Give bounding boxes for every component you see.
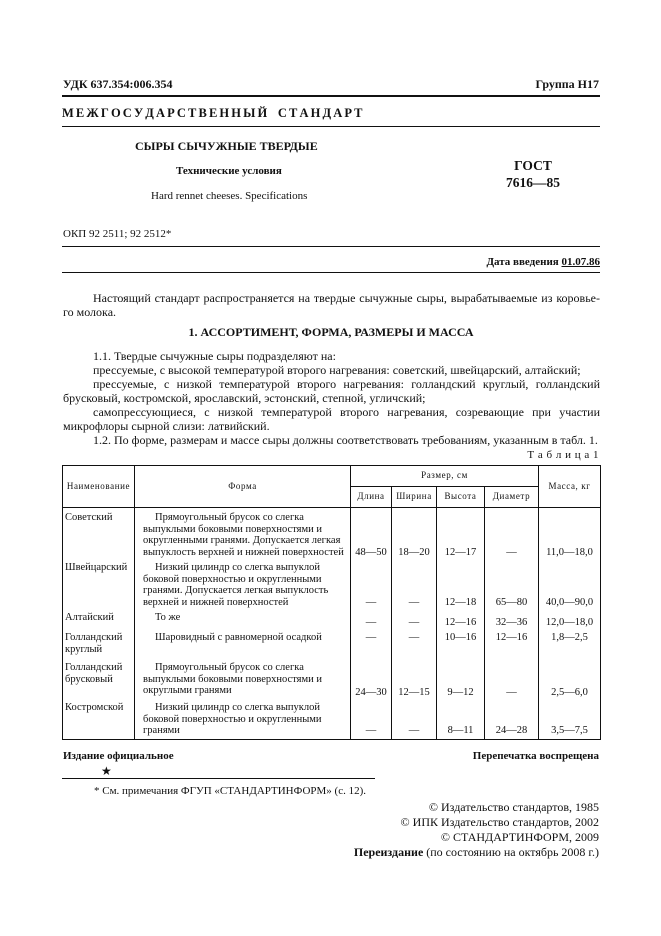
header-form: Форма [135, 466, 351, 508]
header-rule-top [62, 95, 600, 97]
cell-mass: 40,0—90,0 [539, 560, 601, 610]
cell-form: Шаровидный с равномерной осадкой [135, 630, 351, 660]
cell-diameter: 24—28 [485, 700, 539, 739]
cell-name: Швейцарский [63, 560, 135, 610]
cell-width: — [392, 630, 437, 660]
cell-name: Алтайский [63, 610, 135, 630]
cell-width: 18—20 [392, 508, 437, 561]
cell-mass: 3,5—7,5 [539, 700, 601, 739]
gost-label: ГОСТ [514, 158, 552, 173]
reissue-label: Переиздание [353, 845, 424, 859]
header-length: Длина [351, 487, 392, 508]
official-edition: Издание официальное [63, 750, 174, 762]
cell-height: 9—12 [437, 660, 485, 700]
okp-code: ОКП 92 2511; 92 2512* [63, 228, 172, 240]
document-title: СЫРЫ СЫЧУЖНЫЕ ТВЕРДЫЕ [135, 139, 318, 153]
intro-paragraph: Настоящий стандарт распространяется на твердые сычужные сыры, вырабатываемые из коровье-го молока. [63, 291, 600, 319]
header-size: Размер, см [351, 466, 539, 487]
reissue-date: (по состоянию на октябрь 2008 г.) [423, 845, 599, 859]
cell-form: Прямоугольный брусок со слегка выпуклыми боковыми поверхностями и округленными гранями. Допускается легкая выпуклость верхней и нижней поверхностей [135, 508, 351, 561]
cell-length: 24—30 [351, 660, 392, 700]
header-height: Высота [437, 487, 485, 508]
cell-length: 48—50 [351, 508, 392, 561]
header-rule-bottom [62, 126, 600, 127]
copyright-2: © ИПК Издательство стандартов, 2002 [400, 815, 599, 829]
cell-width: — [392, 560, 437, 610]
cell-height: 12—17 [437, 508, 485, 561]
intro-date-label: Дата введения [486, 256, 559, 268]
gost-number: 7616—85 [506, 175, 560, 190]
section-1-p5: 1.2. По форме, размерам и массе сыры должны соответствовать требованиям, указанным в табл. 1. [93, 433, 598, 447]
cell-diameter: — [485, 660, 539, 700]
section-1-p1: 1.1. Твердые сычужные сыры подразделяют на: [93, 349, 336, 363]
table-row [63, 660, 601, 700]
table-row [63, 610, 601, 630]
document-subtitle: Технические условия [176, 165, 282, 177]
reprint-notice: Перепечатка воспрещена [472, 750, 599, 762]
cell-length: — [351, 630, 392, 660]
english-title: Hard rennet cheeses. Specifications [151, 190, 308, 202]
header-name: Наименование [63, 466, 135, 508]
cell-name: Костромской [63, 700, 135, 739]
section-1-p2: прессуемые, с высокой температурой второго нагревания: советский, швейцарский, алтайский; [93, 363, 581, 377]
cell-name: Голландский брусковый [63, 660, 135, 700]
cell-height: 12—16 [437, 610, 485, 630]
cell-form: Прямоугольный брусок со слегка выпуклыми боковыми поверхностями и округлыми гранями [135, 660, 351, 700]
intro-date-value: 01.07.86 [561, 256, 600, 268]
cell-diameter: 65—80 [485, 560, 539, 610]
cheese-table [62, 465, 601, 740]
section-1-p3: прессуемые, с низкой температурой второго нагревания: голландский круглый, голландский брусковый, костромской, ярославский, эстонский, степной, угличский; [63, 377, 600, 405]
cell-diameter: 12—16 [485, 630, 539, 660]
table-row [63, 560, 601, 610]
section-1-title: 1. АССОРТИМЕНТ, ФОРМА, РАЗМЕРЫ И МАССА [188, 325, 474, 339]
cell-width: 12—15 [392, 660, 437, 700]
cell-mass: 2,5—6,0 [539, 660, 601, 700]
intro-date [486, 256, 600, 268]
footnote-rule [62, 778, 375, 779]
table-row [63, 700, 601, 739]
cell-form: Низкий цилиндр со слегка выпуклой боковой поверхностью и округленными гранями [135, 700, 351, 739]
cell-name: Советский [63, 508, 135, 561]
standard-banner: М Е Ж Г О С У Д А Р С Т В Е Н Н Ы Й С Т А Н Д А Р Т [62, 106, 363, 120]
cell-width: — [392, 610, 437, 630]
cell-length: — [351, 700, 392, 739]
copyright-1: © Издательство стандартов, 1985 [428, 800, 599, 814]
section-1-p4: самопрессующиеся, с низкой температурой второго нагревания, созревающие при участии микрофлоры сырной слизи: латвийский. [63, 405, 600, 433]
reissue-line [354, 845, 599, 860]
cell-height: 12—18 [437, 560, 485, 610]
cell-diameter: 32—36 [485, 610, 539, 630]
cell-mass: 11,0—18,0 [539, 508, 601, 561]
cell-height: 10—16 [437, 630, 485, 660]
copyright-3: © СТАНДАРТИНФОРМ, 2009 [440, 830, 599, 844]
table-row [63, 508, 601, 561]
cell-diameter: — [485, 508, 539, 561]
cell-length: — [351, 560, 392, 610]
table-row [63, 630, 601, 660]
okp-rule [62, 246, 600, 247]
cell-name: Голландский круглый [63, 630, 135, 660]
star-mark: ★ [101, 764, 112, 778]
intro-rule [62, 272, 600, 273]
header-mass: Масса, кг [539, 466, 601, 508]
header-width: Ширина [392, 487, 437, 508]
header-diameter: Диаметр [485, 487, 539, 508]
table-caption: Т а б л и ц а 1 [527, 449, 599, 461]
cell-mass: 12,0—18,0 [539, 610, 601, 630]
udk-code: УДК 637.354:006.354 [63, 77, 173, 91]
cell-height: 8—11 [437, 700, 485, 739]
cell-mass: 1,8—2,5 [539, 630, 601, 660]
group-code: Группа Н17 [535, 77, 599, 91]
cell-form: Низкий цилиндр со слегка выпуклой боковой поверхностью и округленными гранями. Допускается легкая выпуклость верхней и нижней поверхностей [135, 560, 351, 610]
footnote: * См. примечания ФГУП «СТАНДАРТИНФОРМ» (с. 12). [94, 785, 366, 797]
cell-form: То же [135, 610, 351, 630]
cell-width: — [392, 700, 437, 739]
cell-length: — [351, 610, 392, 630]
